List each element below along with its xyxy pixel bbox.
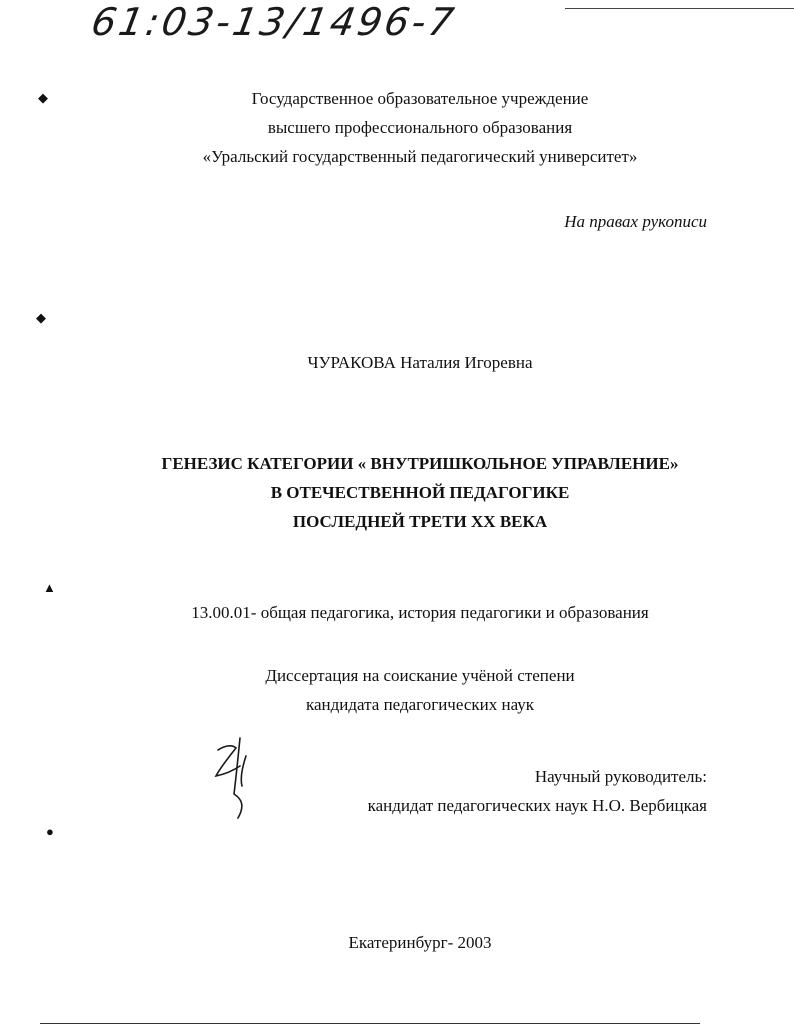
institution-line-2: высшего профессионального образования [267, 118, 573, 137]
specialty-code: 13.00.01- общая педагогика, история педагогики и образования [191, 603, 649, 622]
degree-line-2: кандидата педагогических наук [305, 695, 535, 714]
title-line-1: ГЕНЕЗИС КАТЕГОРИИ « ВНУТРИШКОЛЬНОЕ УПРАВЛЕНИЕ» [161, 454, 679, 473]
city-year: Екатеринбург- 2003 [348, 933, 492, 952]
degree-line-1: Диссертация на соискание учёной степени [265, 666, 575, 685]
author-name: ЧУРАКОВА Наталия Игоревна [307, 353, 533, 372]
signature-drawing [210, 728, 270, 823]
supervisor-block [368, 762, 707, 820]
handwritten-archive-number: 61:03-13/1496-7 [88, 0, 460, 44]
institution-block [0, 84, 794, 171]
institution-line-1: Государственное образовательное учреждение [251, 89, 589, 108]
bullet-mark-icon: ▲ [43, 580, 56, 595]
supervisor-name: кандидат педагогических наук Н.О. Вербицкая [367, 796, 707, 815]
institution-line-3: «Уральский государственный педагогический университет» [202, 147, 638, 166]
bullet-mark-icon: ◆ [38, 90, 48, 105]
bottom-rule [40, 1023, 700, 1024]
supervisor-label: Научный руководитель: [534, 767, 707, 786]
dissertation-degree [0, 661, 794, 719]
title-line-2: В ОТЕЧЕСТВЕННОЙ ПЕДАГОГИКЕ [270, 483, 570, 502]
bullet-mark-icon: ◆ [36, 310, 46, 325]
title-line-3: ПОСЛЕДНЕЙ ТРЕТИ XX ВЕКА [292, 512, 548, 531]
top-rule [565, 8, 794, 9]
dissertation-title [0, 449, 794, 536]
bullet-mark-icon: ● [46, 824, 54, 839]
rights-note: На правах рукописи [564, 212, 707, 231]
